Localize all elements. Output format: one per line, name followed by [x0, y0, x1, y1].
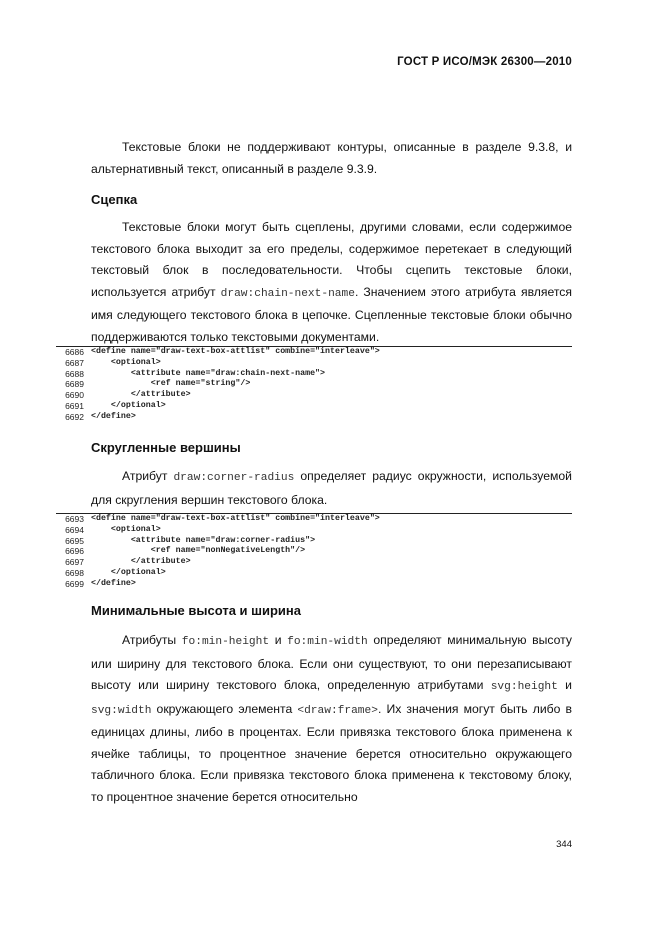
section-heading-min-size: Минимальные высота и ширина: [91, 603, 301, 618]
code-text: <attribute name="draw:corner-radius">: [91, 535, 316, 545]
section-heading-rounded-corners: Скругленные вершины: [91, 440, 241, 455]
inline-code: svg:height: [490, 681, 558, 693]
code-text: <optional>: [91, 357, 161, 367]
line-number: 6688: [65, 368, 84, 379]
line-number: 6695: [65, 535, 84, 546]
paragraph-text: . Значением этого атрибута является имя следующего текстового блока в цепочке. Сцепленные текстовые блоки обычно поддерживаются только текстовыми документами.: [91, 284, 572, 344]
paragraph-corner-radius: [91, 466, 572, 511]
code-line: [56, 525, 572, 536]
inline-code: fo:min-height: [181, 636, 270, 648]
code-text: </define>: [91, 411, 136, 421]
line-number: 6691: [65, 400, 84, 411]
code-line: [56, 379, 572, 390]
paragraph-text: Текстовые блоки не поддерживают контуры, описанные в разделе 9.3.8, и альтернативный текст, описанный в разделе 9.3.9.: [91, 140, 572, 176]
code-listing-corner-radius: [56, 513, 572, 590]
paragraph-text: определяют минимальную высоту или ширину для текстового блока. Если они существуют, то они перезаписывают высоту или ширину текстового блока, определенную атрибутами: [91, 633, 572, 692]
code-line: [56, 347, 572, 358]
code-text: <ref name="nonNegativeLength"/>: [91, 546, 306, 556]
paragraph-contours: [91, 137, 572, 180]
line-number: 6694: [65, 524, 84, 535]
line-number: 6687: [65, 357, 84, 368]
paragraph-text: и: [557, 678, 572, 692]
code-line: [56, 369, 572, 380]
line-number: 6697: [65, 557, 84, 568]
code-line: [56, 568, 572, 579]
code-line: [56, 514, 572, 525]
line-number: 6698: [65, 567, 84, 578]
line-number: 6696: [65, 546, 84, 557]
paragraph-text: окружающего элемента: [151, 701, 298, 716]
code-text: </attribute>: [91, 557, 191, 567]
inline-code: draw:chain-next-name: [220, 287, 355, 300]
paragraph-text: . Их значения могут быть либо в единицах длины, либо в процентах. Если привязка текстового блока применена к ячейке таблицы, то процентное значение берется относительно окружающего табличного блока. Если привязка текстового блока применена к текстовому блоку, то процентное значение берется относительно: [91, 701, 572, 804]
code-text: <define name="draw-text-box-attlist" combine="interleave">: [91, 347, 380, 356]
line-number: 6686: [65, 347, 84, 357]
paragraph-text: и: [269, 633, 288, 647]
code-text: <attribute name="draw:chain-next-name">: [91, 368, 326, 378]
line-number: 6693: [65, 514, 84, 524]
paragraph-chaining: [91, 217, 572, 348]
line-number: 6690: [65, 390, 84, 401]
code-line: [56, 536, 572, 547]
code-line: [56, 579, 572, 590]
inline-code: fo:min-width: [287, 636, 368, 648]
paragraph-text: Атрибут: [122, 469, 174, 483]
code-line: [56, 401, 572, 412]
code-line: [56, 557, 572, 568]
paragraph-text: Атрибуты: [122, 633, 182, 647]
inline-code: <draw:frame>: [297, 704, 378, 717]
code-text: <ref name="string"/>: [91, 379, 251, 389]
code-text: </define>: [91, 578, 136, 588]
code-text: <optional>: [91, 524, 161, 534]
code-line: [56, 358, 572, 369]
paragraph-text: определяет радиус окружности, используемой для скругления вершин текстового блока.: [91, 469, 572, 507]
code-line: [56, 412, 572, 423]
code-listing-chain: [56, 346, 572, 423]
paragraph-text: Текстовые блоки могут быть сцеплены, другими словами, если содержимое текстового блока выходит за его пределы, содержимое перетекает в следующий текстовый блок в последовательности. Чтобы сцепить текстовые блоки, используется атрибут: [91, 220, 572, 299]
code-text: </optional>: [91, 400, 166, 410]
inline-code: svg:width: [91, 704, 152, 717]
code-text: </attribute>: [91, 390, 191, 400]
code-text: <define name="draw-text-box-attlist" combine="interleave">: [91, 514, 380, 523]
paragraph-min-size: [91, 630, 572, 808]
line-number: 6699: [65, 578, 84, 589]
line-number: 6692: [65, 411, 84, 422]
code-line: [56, 390, 572, 401]
line-number: 6689: [65, 379, 84, 390]
code-line: [56, 546, 572, 557]
section-heading-chaining: Сцепка: [91, 192, 138, 207]
page-number: 344: [556, 839, 572, 850]
inline-code: draw:corner-radius: [173, 472, 295, 484]
code-text: </optional>: [91, 567, 166, 577]
running-header: ГОСТ Р ИСО/МЭК 26300—2010: [397, 56, 572, 68]
